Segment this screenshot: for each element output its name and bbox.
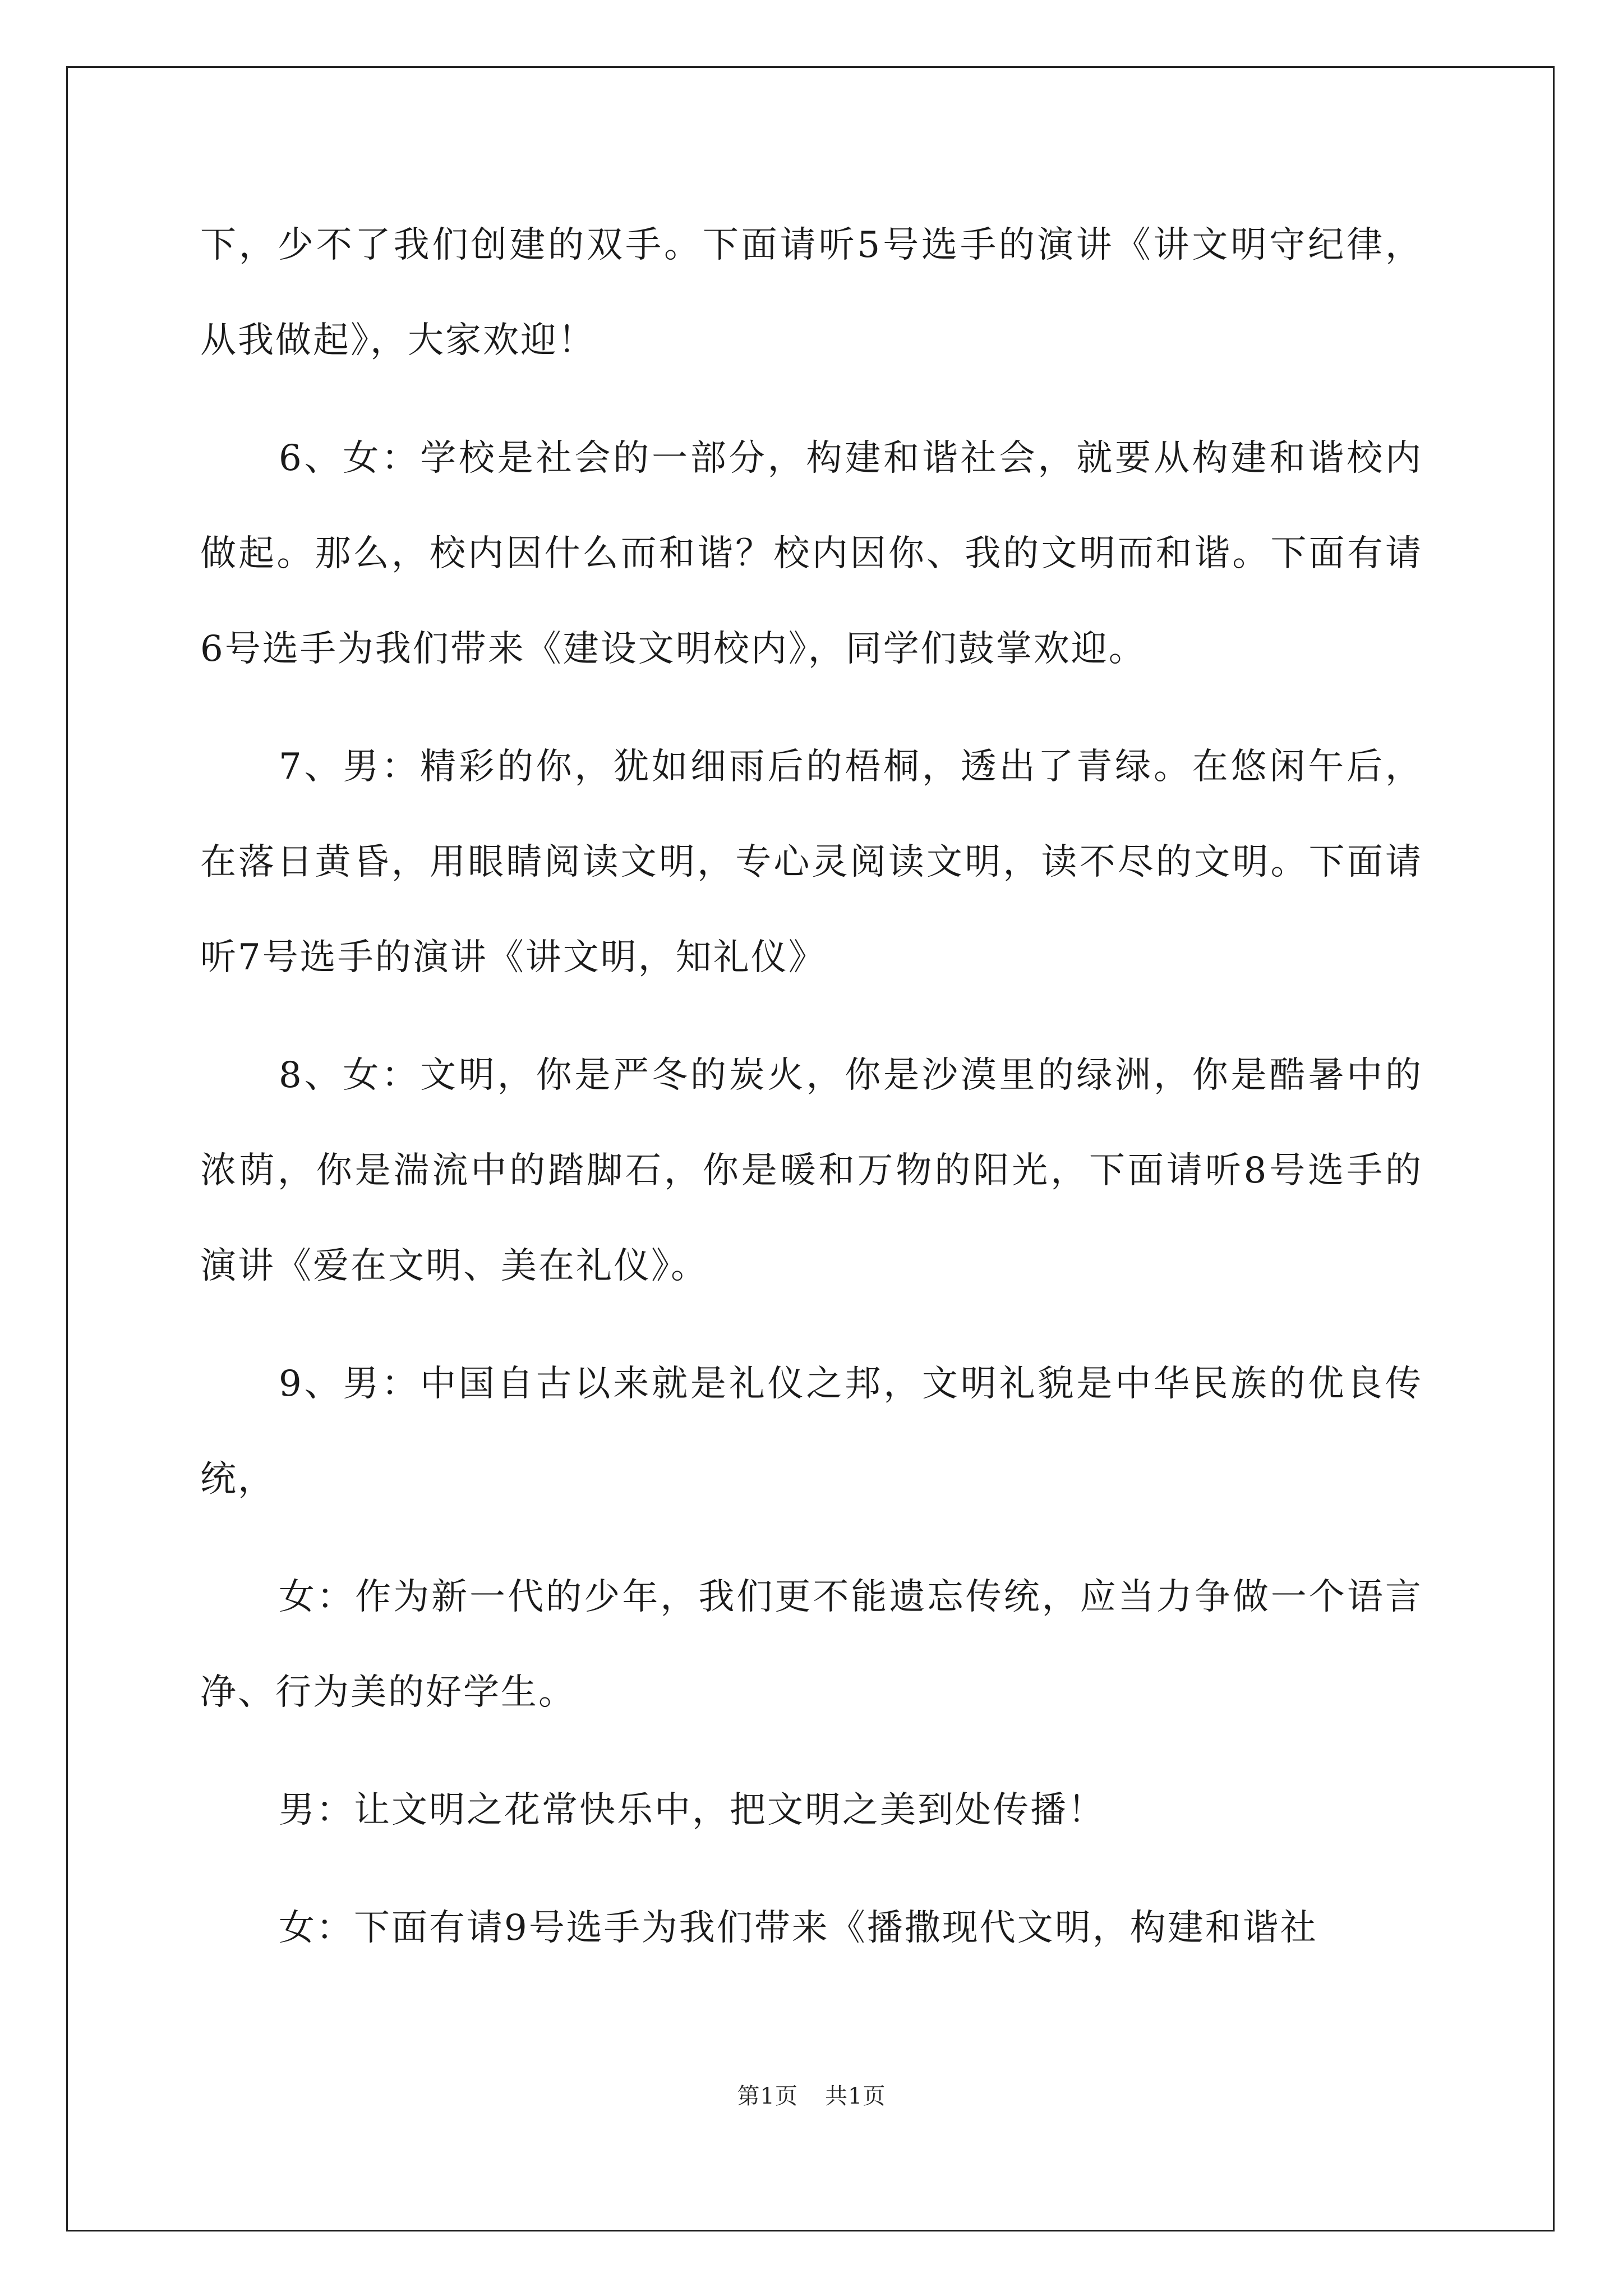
document-body: [200, 197, 1423, 1976]
page-total: 共1页: [825, 2083, 886, 2109]
page-footer: [0, 2078, 1623, 2110]
paragraph-5: 9、男：中国自古以来就是礼仪之邦，文明礼貌是中华民族的优良传统，: [200, 1363, 1423, 1500]
paragraph-2: 6、女：学校是社会的一部分，构建和谐社会，就要从构建和谐校内做起。那么，校内因什么而和谐？校内因你、我的文明而和谐。下面有请6号选手为我们带来《建设文明校内》，同学们鼓掌欢迎。: [200, 438, 1423, 670]
paragraph-3: 7、男：精彩的你，犹如细雨后的梧桐，透出了青绿。在悠闲午后，在落日黄昏，用眼睛阅读文明，专心灵阅读文明，读不尽的文明。下面请听7号选手的演讲《讲文明，知礼仪》: [200, 746, 1423, 978]
paragraph-8: 女：下面有请9号选手为我们带来《播撒现代文明，构建和谐社: [279, 1907, 1318, 1949]
paragraph-4: 8、女：文明，你是严冬的炭火，你是沙漠里的绿洲，你是酷暑中的浓荫，你是湍流中的踏脚石，你是暖和万物的阳光，下面请听8号选手的演讲《爱在文明、美在礼仪》。: [200, 1055, 1423, 1287]
paragraph-7: 男：让文明之花常快乐中，把文明之美到处传播！: [279, 1789, 1105, 1831]
page-number: 第1页: [737, 2083, 798, 2109]
paragraph-6: 女：作为新一代的少年，我们更不能遗忘传统，应当力争做一个语言净、行为美的好学生。: [200, 1576, 1423, 1713]
paragraph-1: 下，少不了我们创建的双手。下面请听5号选手的演讲《讲文明守纪律，从我做起》，大家欢迎！: [200, 224, 1423, 361]
